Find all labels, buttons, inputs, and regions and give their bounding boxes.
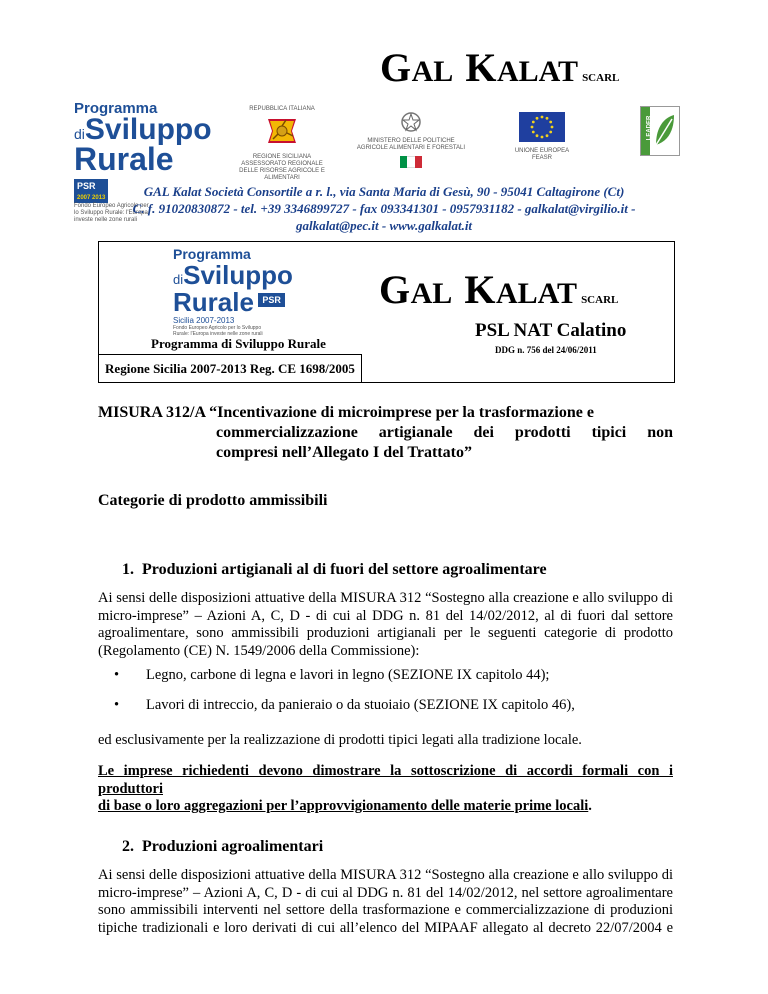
section-2-paragraph: Ai sensi delle disposizioni attuative della MISURA 312 “Sostegno alla creazione e allo sviluppo di micro-imprese” – Azioni A, C, D - di cui al DDG n. 81 del 14/02/2012, nel settore agroalimentare sono ammissibili interventi nel settore della trasformazione e commercializzazione di produzioni tipiche tradizionali e loro derivati di cui all’elenco del MIPAAF allegato al decreto 22/07/2004 e: [98, 867, 673, 936]
italian-flag-icon: [400, 156, 422, 168]
misura-title: MISURA 312/A “Incentivazione di microimprese per la trasformazione e commercializzazione artigianale dei prodotti tipici non compresi nell’Allegato I del Trattato”: [98, 404, 673, 461]
ddg-ref: DDG n. 756 del 24/06/2011: [495, 345, 597, 355]
region-reg: Regione Sicilia 2007-2013 Reg. CE 1698/2005: [99, 354, 362, 382]
emblem-icon: [399, 110, 423, 134]
trinacria-icon: [262, 117, 302, 151]
section-1-paragraph: Ai sensi delle disposizioni attuative della MISURA 312 “Sostegno alla creazione e allo sviluppo di micro-imprese” – Azioni A, C, D - di cui al DDG n. 81 del 14/02/2012, al di fuori dal settore agroalimentare, sono ammissibili produzioni artigianali per le seguenti categorie di prodotto (Regolamento (CE) N. 1549/2006 della Commissione):: [98, 590, 673, 659]
leaf-icon: [652, 111, 678, 151]
contact-info: GAL Kalat Società Consortile a r. l., via Santa Maria di Gesù, 90 - 95041 Caltagirone (Ct) C. f. 91020830872 - tel. +39 3346899727 - fax 093341301 - 0957931182 - galkalat@virgilio.it - galkalat@pec.it - www.galkalat.it: [132, 184, 636, 233]
bullet-icon: •: [114, 667, 120, 683]
section-1-after: ed esclusivamente per la realizzazione di prodotti tipici legati alla tradizione locale.: [98, 732, 582, 748]
program-name: Programma di Sviluppo Rurale: [151, 336, 326, 351]
eu-logo: UNIONE EUROPEA FEASR: [512, 112, 572, 162]
psr-logo: Programma diSviluppo Rurale PSR 2007 2013 Fondo Europeo Agricolo per lo Sviluppo Rurale: l'Europa investe nelle zone rurali: [74, 100, 212, 223]
section-2-heading: 2. Produzioni agroalimentari: [122, 838, 324, 855]
psr-badge: PSR 2007 2013: [74, 179, 108, 203]
ministero-logo: MINISTERO DELLE POLITICHE AGRICOLE ALIMENTARI E FORESTALI: [352, 110, 470, 168]
list-item: • Legno, carbone di legna e lavori in legno (SEZIONE IX capitolo 44);: [114, 667, 550, 683]
section-1-heading: 1. Produzioni artigianali al di fuori del settore agroalimentare: [122, 561, 547, 578]
leader-logo: LEADER: [640, 106, 680, 156]
psr-logo-box: Programma diSviluppo Rurale PSR Sicilia 2007-2013 Fondo Europeo Agricolo per lo Sviluppo Rurale: l'Europa investe nelle zone rurali: [173, 246, 293, 337]
eu-flag-icon: [519, 112, 565, 142]
list-item: • Lavori di intreccio, da panieraio o da stuoiaio (SEZIONE IX capitolo 46),: [114, 697, 575, 713]
psl-title: PSL NAT Calatino: [475, 320, 627, 341]
brand-title: GAL KALAT SCARL: [380, 45, 620, 90]
section-1-requirement: Le imprese richiedenti devono dimostrare la sottoscrizione di accordi formali con i produttori di base o loro aggregazioni per l’approvvigionamento delle materie prime locali.: [98, 763, 673, 814]
regione-logo: REPUBBLICA ITALIANA REGIONE SICILIANA ASSESSORATO REGIONALE DELLE RISORSE AGRICOLE E ALIMENTARI: [239, 106, 325, 181]
bullet-icon: •: [114, 697, 120, 713]
program-box: [98, 241, 675, 383]
box-brand-title: GAL KALAT SCARL: [379, 267, 619, 312]
categorie-heading: Categorie di prodotto ammissibili: [98, 492, 328, 509]
